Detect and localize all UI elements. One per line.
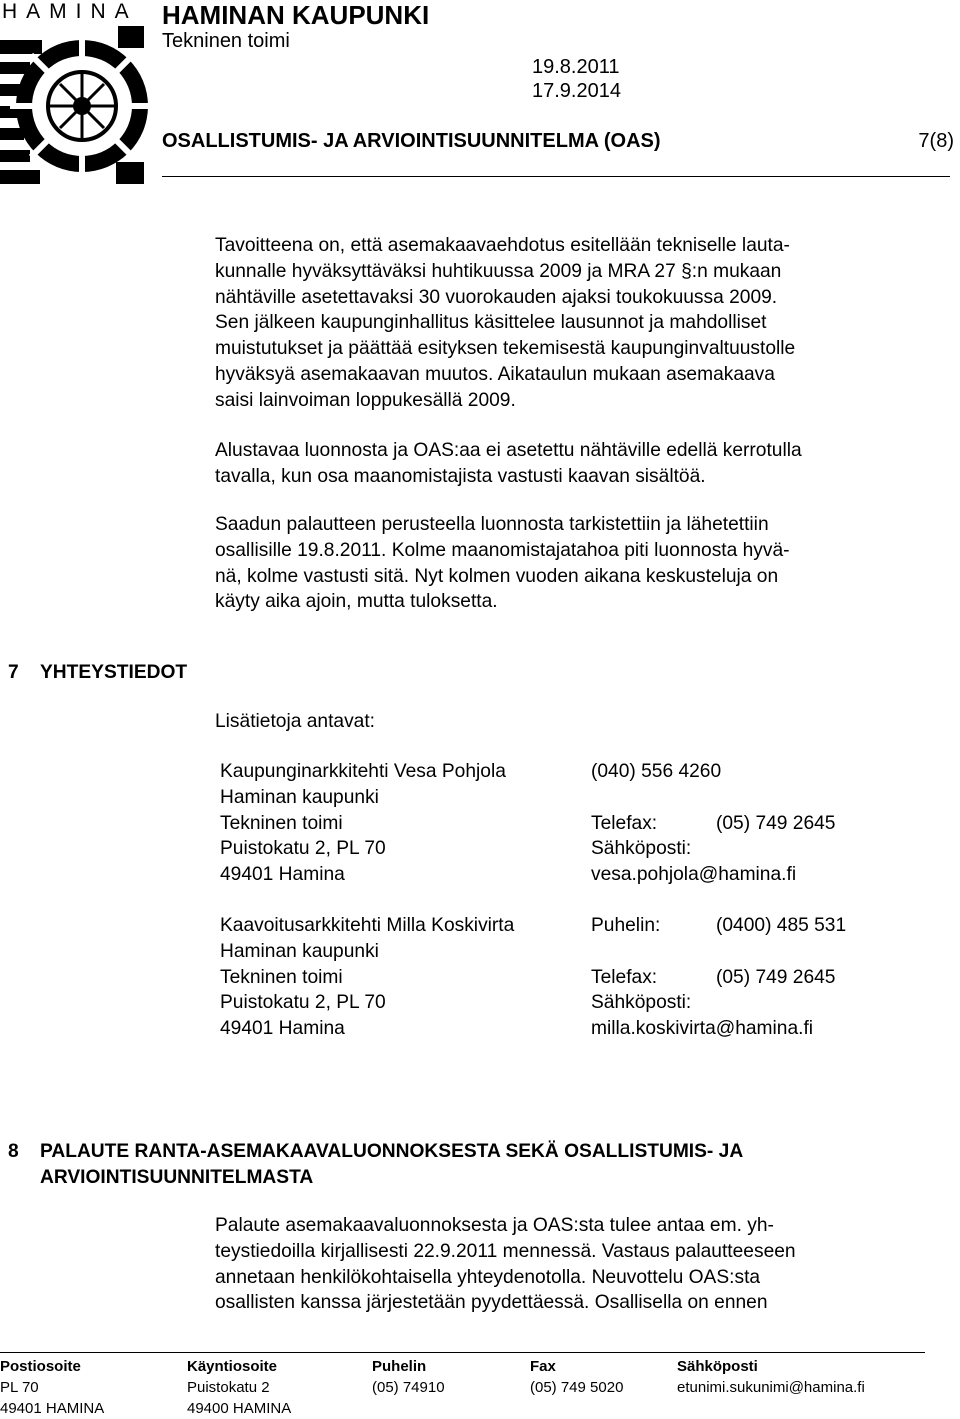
text-line: nähtäville asetettavaksi 30 vuorokauden ajaksi toukokuussa 2009.: [215, 286, 778, 308]
contact-email[interactable]: milla.koskivirta@hamina.fi: [591, 1018, 814, 1040]
text-line: Alustavaa luonnosta ja OAS:aa ei asetettu nähtäville edellä kerrotulla: [215, 440, 802, 461]
footer-divider: [0, 1352, 925, 1353]
footer-line: (05) 74910: [372, 1379, 445, 1396]
footer-postal-address: [0, 1356, 104, 1419]
schedule-paragraph: [215, 233, 915, 414]
contact-name: Kaavoitusarkkitehti Milla Koskivirta: [220, 915, 515, 936]
info-label: [215, 709, 915, 735]
footer-heading: Fax: [530, 1358, 556, 1375]
contact-fax: [591, 811, 835, 837]
fax-label: Telefax:: [591, 966, 658, 988]
department-name: Tekninen toimi: [162, 30, 290, 52]
email-label: Sähköposti:: [591, 838, 692, 860]
info-label-text: Lisätietoja antavat:: [215, 711, 376, 732]
contact-email[interactable]: vesa.pohjola@hamina.fi: [591, 864, 797, 886]
text-line: annetaan henkilökohtaisella yhteydenotolla. Neuvottelu OAS:sta: [215, 1266, 761, 1288]
phone-label: Puhelin:: [591, 915, 661, 936]
text-line: muistutukset ja päättää esityksen tekemisestä kaupunginvaltuustolle: [215, 338, 796, 360]
logo-wordmark: HAMINA: [2, 0, 138, 23]
text-line: saisi lainvoiman loppukesällä 2009.: [215, 389, 516, 411]
footer-phone: [372, 1356, 445, 1398]
section-title: PALAUTE RANTA-ASEMAKAAVALUONNOKSESTA SEKÄ OSALLISTUMIS- JA: [40, 1141, 744, 1162]
city-emblem-icon: [0, 26, 150, 186]
text-line: käyty aika ajoin, mutta tuloksetta.: [215, 591, 498, 613]
footer-line: (05) 749 5020: [530, 1379, 624, 1396]
page-number: 7(8): [918, 130, 954, 152]
contact-phone: (040) 556 4260: [591, 761, 722, 782]
text-line: kunnalle hyväksyttäväksi huhtikuussa 2009 ja MRA 27 §:n mukaan: [215, 260, 782, 282]
contact-phone: [591, 913, 846, 939]
contact-name: Kaupunginarkkitehti Vesa Pohjola: [220, 761, 506, 782]
revision-date: 17.9.2014: [532, 80, 621, 102]
contact-line: Haminan kaupunki: [220, 940, 379, 962]
section-title-cont: ARVIOINTISUUNNITELMASTA: [40, 1167, 314, 1188]
text-line: Tavoitteena on, että asemakaavaehdotus esitellään tekniselle lauta-: [215, 235, 790, 256]
feedback-instructions: [215, 1213, 915, 1316]
contact-line: Puistokatu 2, PL 70: [220, 992, 386, 1014]
email-label: Sähköposti:: [591, 992, 692, 1014]
contact-2-address: [220, 913, 514, 1042]
footer-heading: Postiosoite: [0, 1358, 81, 1375]
fax-label: Telefax:: [591, 812, 658, 834]
text-line: Sen jälkeen kaupunginhallitus käsittelee lausunnot ja mahdolliset: [215, 312, 767, 334]
contact-line: Puistokatu 2, PL 70: [220, 838, 386, 860]
section-number: 7: [8, 662, 19, 683]
spacer: [591, 785, 835, 811]
text-line: Saadun palautteen perusteella luonnosta tarkistettiin ja lähetettiin: [215, 514, 769, 535]
text-line: nä, kolme vastusti sitä. Nyt kolmen vuoden aikana keskusteluja on: [215, 565, 779, 587]
text-line: Palaute asemakaavaluonnoksesta ja OAS:sta tulee antaa em. yh-: [215, 1215, 774, 1236]
contact-line: Tekninen toimi: [220, 812, 343, 834]
footer-fax: [530, 1356, 623, 1398]
draft-status-paragraph: [215, 438, 915, 490]
section-number: 8: [8, 1141, 19, 1162]
document-title: OSALLISTUMIS- JA ARVIOINTISUUNNITELMA (OAS): [162, 130, 661, 152]
text-line: osallisille 19.8.2011. Kolme maanomistajatahoa piti luonnosta hyvä-: [215, 539, 790, 561]
text-line: teystiedoilla kirjallisesti 22.9.2011 mennessä. Vastaus palautteeseen: [215, 1240, 796, 1262]
document-date: 19.8.2011: [532, 56, 620, 78]
text-line: osallisten kanssa järjestetään pyydettäessä. Osallisella on ennen: [215, 1292, 768, 1314]
feedback-paragraph: [215, 512, 915, 615]
contact-line: Haminan kaupunki: [220, 786, 379, 808]
contact-fax: [591, 965, 846, 991]
footer-visiting-address: [187, 1356, 291, 1419]
contact-line: 49401 Hamina: [220, 1018, 345, 1040]
footer-email: [677, 1356, 865, 1398]
footer-heading: Puhelin: [372, 1358, 427, 1375]
footer-line: 49400 HAMINA: [187, 1400, 292, 1417]
phone-value: (0400) 485 531: [716, 915, 847, 936]
footer-heading: Sähköposti: [677, 1358, 758, 1375]
footer-heading: Käyntiosoite: [187, 1358, 278, 1375]
text-line: hyväksyä asemakaavan muutos. Aikataulun mukaan asemakaava: [215, 363, 775, 385]
section-title: YHTEYSTIEDOT: [40, 662, 188, 683]
footer-line[interactable]: etunimi.sukunimi@hamina.fi: [677, 1379, 865, 1396]
footer-line: PL 70: [0, 1379, 39, 1396]
header-divider: [162, 176, 950, 177]
fax-value: (05) 749 2645: [716, 966, 836, 988]
spacer: [591, 939, 846, 965]
footer-line: 49401 HAMINA: [0, 1400, 105, 1417]
contact-1-address: [220, 759, 506, 888]
contact-2-details: [591, 913, 846, 1042]
section-8-heading: [8, 1139, 743, 1191]
contact-line: 49401 Hamina: [220, 864, 345, 886]
footer-line: Puistokatu 2: [187, 1379, 270, 1396]
contact-1-details: [591, 759, 835, 888]
text-line: tavalla, kun osa maanomistajista vastusti kaavan sisältöä.: [215, 465, 706, 487]
section-7-heading: [8, 660, 187, 686]
organization-name: HAMINAN KAUPUNKI: [162, 0, 430, 30]
fax-value: (05) 749 2645: [716, 812, 836, 834]
contact-line: Tekninen toimi: [220, 966, 343, 988]
